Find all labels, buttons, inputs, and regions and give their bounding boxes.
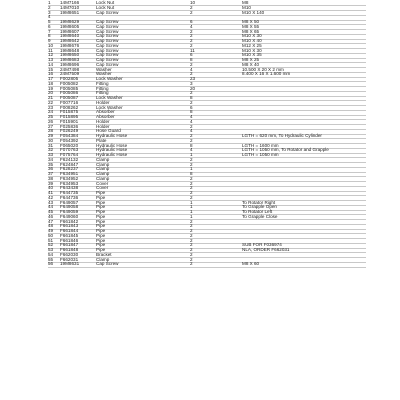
part-description: Pipe [96,218,106,224]
part-description: Lock Washer [96,95,123,100]
quantity: 1 [190,152,193,157]
ref-number: 45 [48,209,54,214]
quantity: 2 [190,42,193,48]
quantity: 2 [190,61,193,67]
part-number: 19M8631 [60,261,80,267]
part-description: Cover [96,185,109,191]
ref-number: 51 [48,237,54,243]
remarks: M8 X 40 [242,61,260,67]
part-number: F005087 [60,95,79,100]
quantity: 8 [190,142,193,148]
ref-number: 13 [48,57,54,62]
part-number: 14M7010 [60,4,80,10]
remarks: M8 [242,0,249,5]
part-number: F649058 [60,204,79,210]
part-number: F628237 [60,166,79,172]
part-number: 19M8642 [60,38,80,43]
remarks: M10 X 40 [242,38,262,43]
part-description: Bracket [96,251,112,257]
quantity: 4 [190,114,193,119]
part-description: Pipe [96,209,106,214]
part-description: Lock Nut [96,0,115,5]
part-description: Clamp [96,171,110,176]
part-description: Pipe [96,228,106,233]
part-description: Absorber [96,114,115,119]
quantity: 2 [190,4,193,10]
remarks: 10.500 X 20 X 2 mm [242,66,284,72]
ref-number: 15 [48,66,54,72]
part-number: F007716 [60,99,79,105]
part-description: Cap Screw [96,47,119,53]
row-divider [48,267,366,268]
remarks: To Rotator Right [242,199,276,205]
quantity: 4 [190,118,193,124]
part-description: Cap Screw [96,9,119,15]
ref-number: 35 [48,161,54,167]
quantity: 4 [190,23,193,29]
quantity: 2 [190,194,193,200]
part-description: Cap Screw [96,61,119,67]
ref-number: 2 [48,4,51,10]
ref-number: 54 [48,251,54,257]
part-description: Pipe [96,204,106,210]
quantity: 2 [190,137,193,143]
part-number: F644736 [60,194,79,200]
part-number: 19M8651 [60,9,80,15]
quantity: 2 [190,185,193,191]
ref-number: 22 [48,99,54,105]
ref-number: 16 [48,71,54,77]
quantity: 2 [190,175,193,181]
ref-number: 29 [48,133,54,138]
part-description: Hydraulic Hose [96,147,128,153]
part-number: 19M8629 [60,19,80,24]
part-number: F026249 [60,128,79,134]
remarks: LGTH = 620 mm, To Hydraulic Cylinder [242,133,322,138]
remarks: M8 X 55 [242,23,260,29]
ref-number: 56 [48,261,54,267]
part-number: 19M8676 [60,42,80,48]
ref-number: 55 [48,256,54,262]
ref-number: 53 [48,247,54,252]
quantity: 2 [190,161,193,167]
remarks: M10 [242,4,251,10]
ref-number: 24 [48,109,54,115]
part-number: F070763 [60,147,79,153]
part-description: Cap Screw [96,261,119,267]
ref-number: 25 [48,114,54,119]
part-description: Lock Washer [96,76,123,81]
part-description: Washer [96,71,112,77]
ref-number: 48 [48,223,54,229]
part-description: Cap Screw [96,23,119,29]
quantity: 2 [190,228,193,233]
part-number: F661846 [60,237,79,243]
part-number: F015901 [60,118,79,124]
remarks: M12 X 25 [242,42,262,48]
part-number: F662031 [60,256,79,262]
ref-number: 17 [48,76,54,81]
part-number: F008262 [60,104,79,110]
ref-number: 21 [48,95,54,100]
part-description: Holder [96,123,110,129]
quantity: 8 [190,95,193,100]
part-number: F634951 [60,171,79,176]
part-number: F015895 [60,114,79,119]
part-description: Pipe [96,232,106,238]
quantity: 23 [190,76,196,81]
remarks: LGTH = 1600 mm [242,142,279,148]
part-description: Clamp [96,175,110,181]
ref-number: 4 [48,14,51,20]
quantity: 2 [190,99,193,105]
part-number: F624847 [60,161,79,167]
part-description: Cap Screw [96,38,119,43]
part-number: F649059 [60,209,79,214]
remarks: SUB FOR F036974 [242,242,282,248]
ref-number: 33 [48,152,54,157]
ref-number: 50 [48,232,54,238]
remarks: M10 X 30 [242,47,262,53]
quantity: 2 [190,180,193,186]
remarks: M10 X 35 [242,52,262,58]
quantity: 2 [190,71,193,77]
ref-number: 12 [48,52,54,58]
ref-number: 31 [48,142,54,148]
remarks: 8.400 X 16 X 1.600 mm [242,71,291,77]
part-number: 24M7498 [60,66,80,72]
part-description: Holder [96,118,110,124]
part-number: F054384 [60,133,79,138]
part-description: Cap Screw [96,19,119,24]
ref-number: 36 [48,166,54,172]
part-number: F054392 [60,137,79,143]
part-description: Cap Screw [96,57,119,62]
ref-number: 10 [48,42,54,48]
ref-number: 26 [48,118,54,124]
part-description: Cover [96,180,109,186]
part-number: F661842 [60,218,79,224]
ref-number: 3 [48,9,51,15]
remarks: M8 X 65 [242,28,260,34]
part-description: Fitting [96,85,109,91]
quantity: 2 [190,247,193,252]
part-description: Clamp [96,256,110,262]
ref-number: 39 [48,180,54,186]
part-number: F005086 [60,90,79,96]
part-number: F649057 [60,199,79,205]
remarks: LGTH = 1050 mm, To Rotator and Grapple [242,147,329,153]
part-description: Pipe [96,242,106,248]
part-number: F649060 [60,213,79,219]
part-number: F002805 [60,76,79,81]
part-number: F025836 [60,123,79,129]
part-description: Clamp [96,166,110,172]
part-number: 19M8607 [60,28,80,34]
quantity: 2 [190,218,193,224]
quantity: 4 [190,147,193,153]
part-number: F661843 [60,223,79,229]
remarks: M10 X 140 [242,9,265,15]
part-description: Pipe [96,190,106,195]
part-number: 24M7509 [60,71,80,77]
quantity: 2 [190,133,193,138]
ref-number: 42 [48,194,54,200]
part-description: Cap Screw [96,28,119,34]
part-description: Pipe [96,237,106,243]
ref-number: 20 [48,90,54,96]
ref-number: 1 [48,0,51,5]
quantity: 6 [190,52,193,58]
ref-number: 34 [48,156,54,162]
part-number: F065020 [60,142,79,148]
part-number: F661847 [60,242,79,248]
part-description: Lock Washer [96,104,123,110]
quantity: 3 [190,80,193,86]
part-number: F005085 [60,85,79,91]
part-description: Holder [96,99,110,105]
part-number: F661844 [60,228,79,233]
quantity: 2 [190,9,193,15]
ref-number: 28 [48,128,54,134]
part-description: Pipe [96,194,106,200]
remarks: To Grapple Open [242,204,277,210]
part-description: Fitting [96,80,109,86]
part-description: Pipe [96,213,106,219]
quantity: 8 [190,57,193,62]
part-number: F005082 [60,80,79,86]
part-number: F634952 [60,175,79,181]
quantity: 20 [190,85,196,91]
quantity: 2 [190,33,193,39]
quantity: 1 [190,213,193,219]
part-number: F661845 [60,232,79,238]
part-number: F661848 [60,247,79,252]
part-description: Absorber [96,109,115,115]
part-number: F015875 [60,109,79,115]
ref-number: 47 [48,218,54,224]
quantity: 8 [190,171,193,176]
ref-number: 40 [48,185,54,191]
quantity: 6 [190,19,193,24]
part-description: Pipe [96,199,106,205]
quantity: 4 [190,128,193,134]
quantity: 6 [190,104,193,110]
part-description: Cap Screw [96,42,119,48]
ref-number: 27 [48,123,54,129]
ref-number: 41 [48,190,54,195]
ref-number: 52 [48,242,54,248]
part-description: Washer [96,66,112,72]
part-number: 19M8696 [60,61,80,67]
part-number: 19M8605 [60,23,80,29]
ref-number: 6 [48,23,51,29]
quantity: 2 [190,90,193,96]
part-description: Pipe [96,223,106,229]
part-description: Pipe [96,247,106,252]
quantity: 2 [190,156,193,162]
part-description: Lock Nut [96,4,115,10]
quantity: 1 [190,204,193,210]
quantity: 2 [190,28,193,34]
remarks: LGTH = 1050 mm [242,152,279,157]
ref-number: 23 [48,104,54,110]
quantity: 1 [190,166,193,172]
quantity: 1 [190,199,193,205]
ref-number: 8 [48,33,51,39]
quantity: 2 [190,242,193,248]
part-description: Cap Screw [96,52,119,58]
part-number: 19M8640 [60,33,80,39]
quantity: 4 [190,66,193,72]
ref-number: 44 [48,204,54,210]
quantity: 2 [190,261,193,267]
ref-number: 37 [48,171,54,176]
part-number: 19M8683 [60,57,80,62]
remarks: M8 X 50 [242,19,260,24]
part-description: Hose Guard [96,128,121,134]
ref-number: 49 [48,228,54,233]
remarks: To Rotator Left [242,209,273,214]
part-description: Hydraulic Hose [96,133,128,138]
quantity: 8 [190,109,193,115]
part-number: F624132 [60,156,79,162]
part-description: Fitting [96,90,109,96]
ref-number: 19 [48,85,54,91]
part-number: F643438 [60,185,79,191]
quantity: 2 [190,251,193,257]
quantity: 2 [190,223,193,229]
quantity: 2 [190,256,193,262]
remarks: M8 X 60 [242,261,260,267]
part-number: F644735 [60,190,79,195]
part-description: Hydraulic Hose [96,142,128,148]
ref-number: 5 [48,19,51,24]
ref-number: 46 [48,213,54,219]
part-description: Plate [96,137,107,143]
quantity: 11 [190,47,195,53]
remarks: M8 X 25 [242,57,260,62]
ref-number: 43 [48,199,54,205]
quantity: 1 [190,209,193,214]
quantity: 2 [190,232,193,238]
ref-number: 38 [48,175,54,181]
ref-number: 14 [48,61,54,67]
part-number: F662030 [60,251,79,257]
remarks: M10 X 30 [242,33,262,39]
quantity: 10 [190,0,196,5]
ref-number: 7 [48,28,51,34]
quantity: 2 [190,190,193,195]
quantity: 2 [190,237,193,243]
ref-number: 9 [48,38,51,43]
ref-number: 30 [48,137,54,143]
ref-number: 32 [48,147,54,153]
quantity: 2 [190,123,193,129]
part-number: F634953 [60,180,79,186]
part-number: 14M7166 [60,0,80,5]
part-description: Cap Screw [96,33,119,39]
remarks: NLA, ORDER F662031 [242,247,290,252]
ref-number: 11 [48,47,53,53]
quantity: 2 [190,38,193,43]
part-description: Clamp [96,161,110,167]
part-description: Hydraulic Hose [96,152,128,157]
remarks: To Grapple Close [242,213,278,219]
part-number: F075764 [60,152,79,157]
ref-number: 18 [48,80,54,86]
part-number: 19M8650 [60,52,80,58]
part-number: 19M8648 [60,47,80,53]
part-description: Clamp [96,156,110,162]
